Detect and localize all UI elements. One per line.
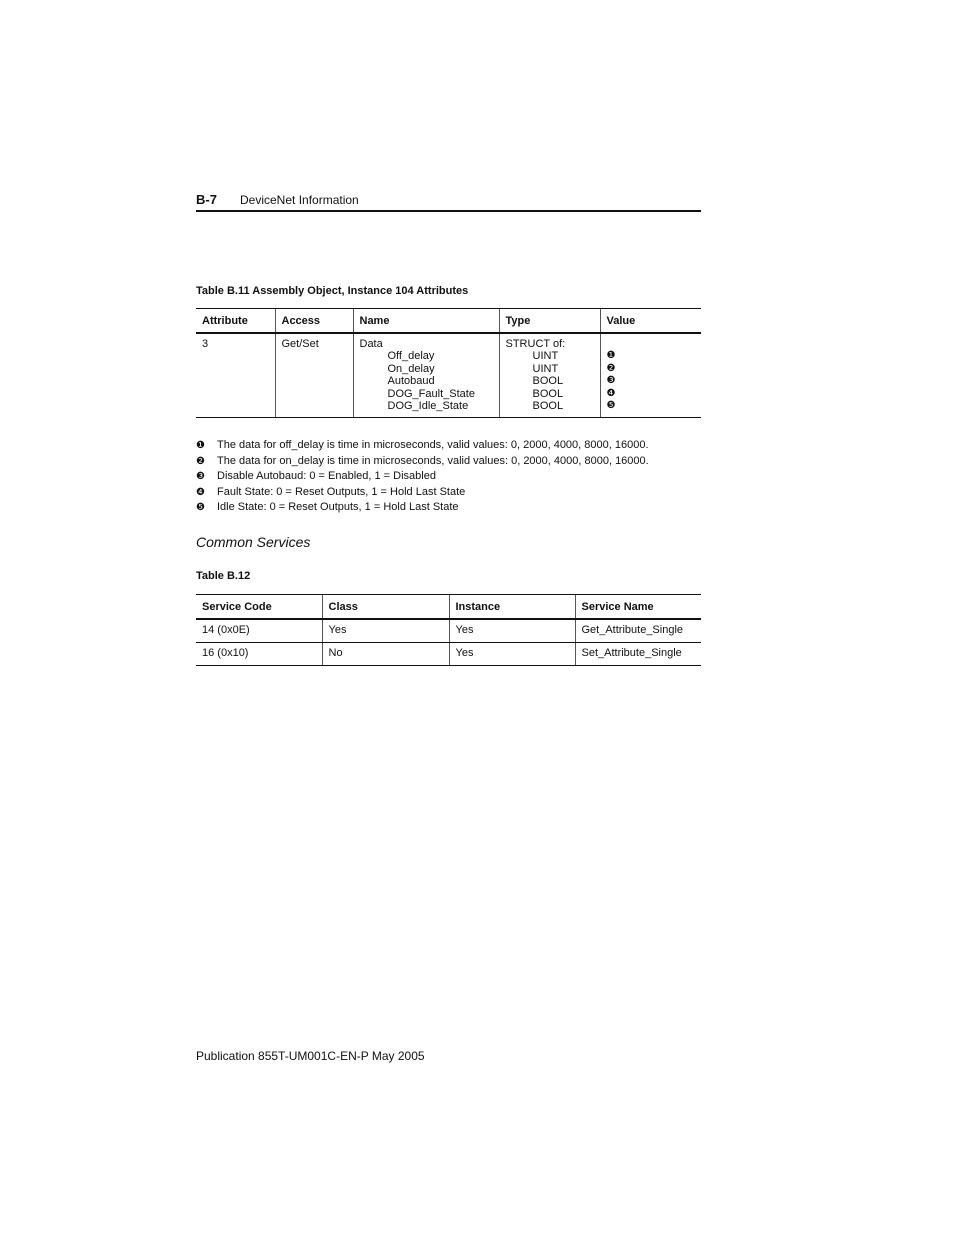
page-header [196,192,701,212]
table-cell: Yes [449,643,575,666]
attributes-table [196,308,701,418]
table-row [196,619,701,643]
footnote-text: The data for on_delay is time in microseconds, valid values: 0, 2000, 4000, 8000, 16000. [217,454,649,467]
table-cell: Yes [322,619,449,643]
table-cell: 14 (0x0E) [196,619,322,643]
table-cell: No [322,643,449,666]
footnote-marker: ❷ [606,362,616,374]
table-caption: Table B.12 [196,570,251,582]
column-header: Instance [449,595,575,620]
column-header: Attribute [196,309,275,334]
member-name: Off_delay [387,350,435,363]
footnote [196,485,716,501]
table-header-row [196,309,701,334]
column-header: Service Name [575,595,701,620]
column-header: Name [353,309,499,334]
table-caption: Table B.11 Assembly Object, Instance 104 Attributes [196,285,469,297]
footnote [196,438,716,454]
member-type: BOOL [532,399,564,412]
table-cell: 16 (0x10) [196,643,322,666]
type-cell [499,333,600,418]
footnote-text: Disable Autobaud: 0 = Enabled, 1 = Disabled [217,470,436,482]
footnote-text: Idle State: 0 = Reset Outputs, 1 = Hold Last State [217,501,459,513]
table-cell: Get_Attribute_Single [575,619,701,643]
section-title: DeviceNet Information [240,193,359,207]
footnotes [196,438,716,516]
member-name: On_delay [387,362,435,375]
member-type: BOOL [532,387,564,400]
access-cell [275,333,353,418]
publication-footer: Publication 855T-UM001C-EN-P May 2005 [196,1049,425,1063]
member-type: BOOL [532,375,564,388]
table-cell: Yes [449,619,575,643]
footnote-marker: ❸ [606,375,616,387]
footnote [196,454,716,470]
access-value: Get/Set [281,338,319,350]
table-header-row [196,595,701,620]
footnote-symbol: ❶ [196,440,205,451]
footnote [196,469,716,485]
services-table [196,594,701,666]
table-row [196,333,701,418]
type-head: STRUCT of: [505,338,566,350]
footnote-symbol: ❺ [196,502,205,513]
attribute-value: 3 [202,338,209,350]
member-type: UINT [532,350,559,363]
section-subheading: Common Services [196,534,311,550]
footnote [196,500,716,516]
member-name: DOG_Idle_State [387,399,469,412]
footnote-text: The data for off_delay is time in microseconds, valid values: 0, 2000, 4000, 8000, 16000. [217,439,649,451]
page-number: B-7 [196,192,217,207]
member-name: DOG_Fault_State [387,387,475,400]
column-header: Service Code [196,595,322,620]
footnote-marker: ❺ [606,399,616,411]
member-name: Autobaud [387,375,435,388]
name-cell [353,333,499,418]
value-cell [600,333,701,418]
column-header: Class [322,595,449,620]
table-cell: Set_Attribute_Single [575,643,701,666]
footnote-symbol: ❸ [196,471,205,482]
column-header: Value [600,309,701,334]
footnote-marker: ❹ [606,387,616,399]
footnote-symbol: ❹ [196,486,205,498]
footnote-marker: ❶ [606,350,616,362]
table-row [196,643,701,666]
name-head: Data [359,338,383,350]
column-header: Access [275,309,353,334]
footnote-text: Fault State: 0 = Reset Outputs, 1 = Hold Last State [217,485,466,498]
attribute-cell [196,333,275,418]
column-header: Type [499,309,600,334]
footnote-symbol: ❷ [196,455,205,467]
member-type: UINT [532,362,559,375]
